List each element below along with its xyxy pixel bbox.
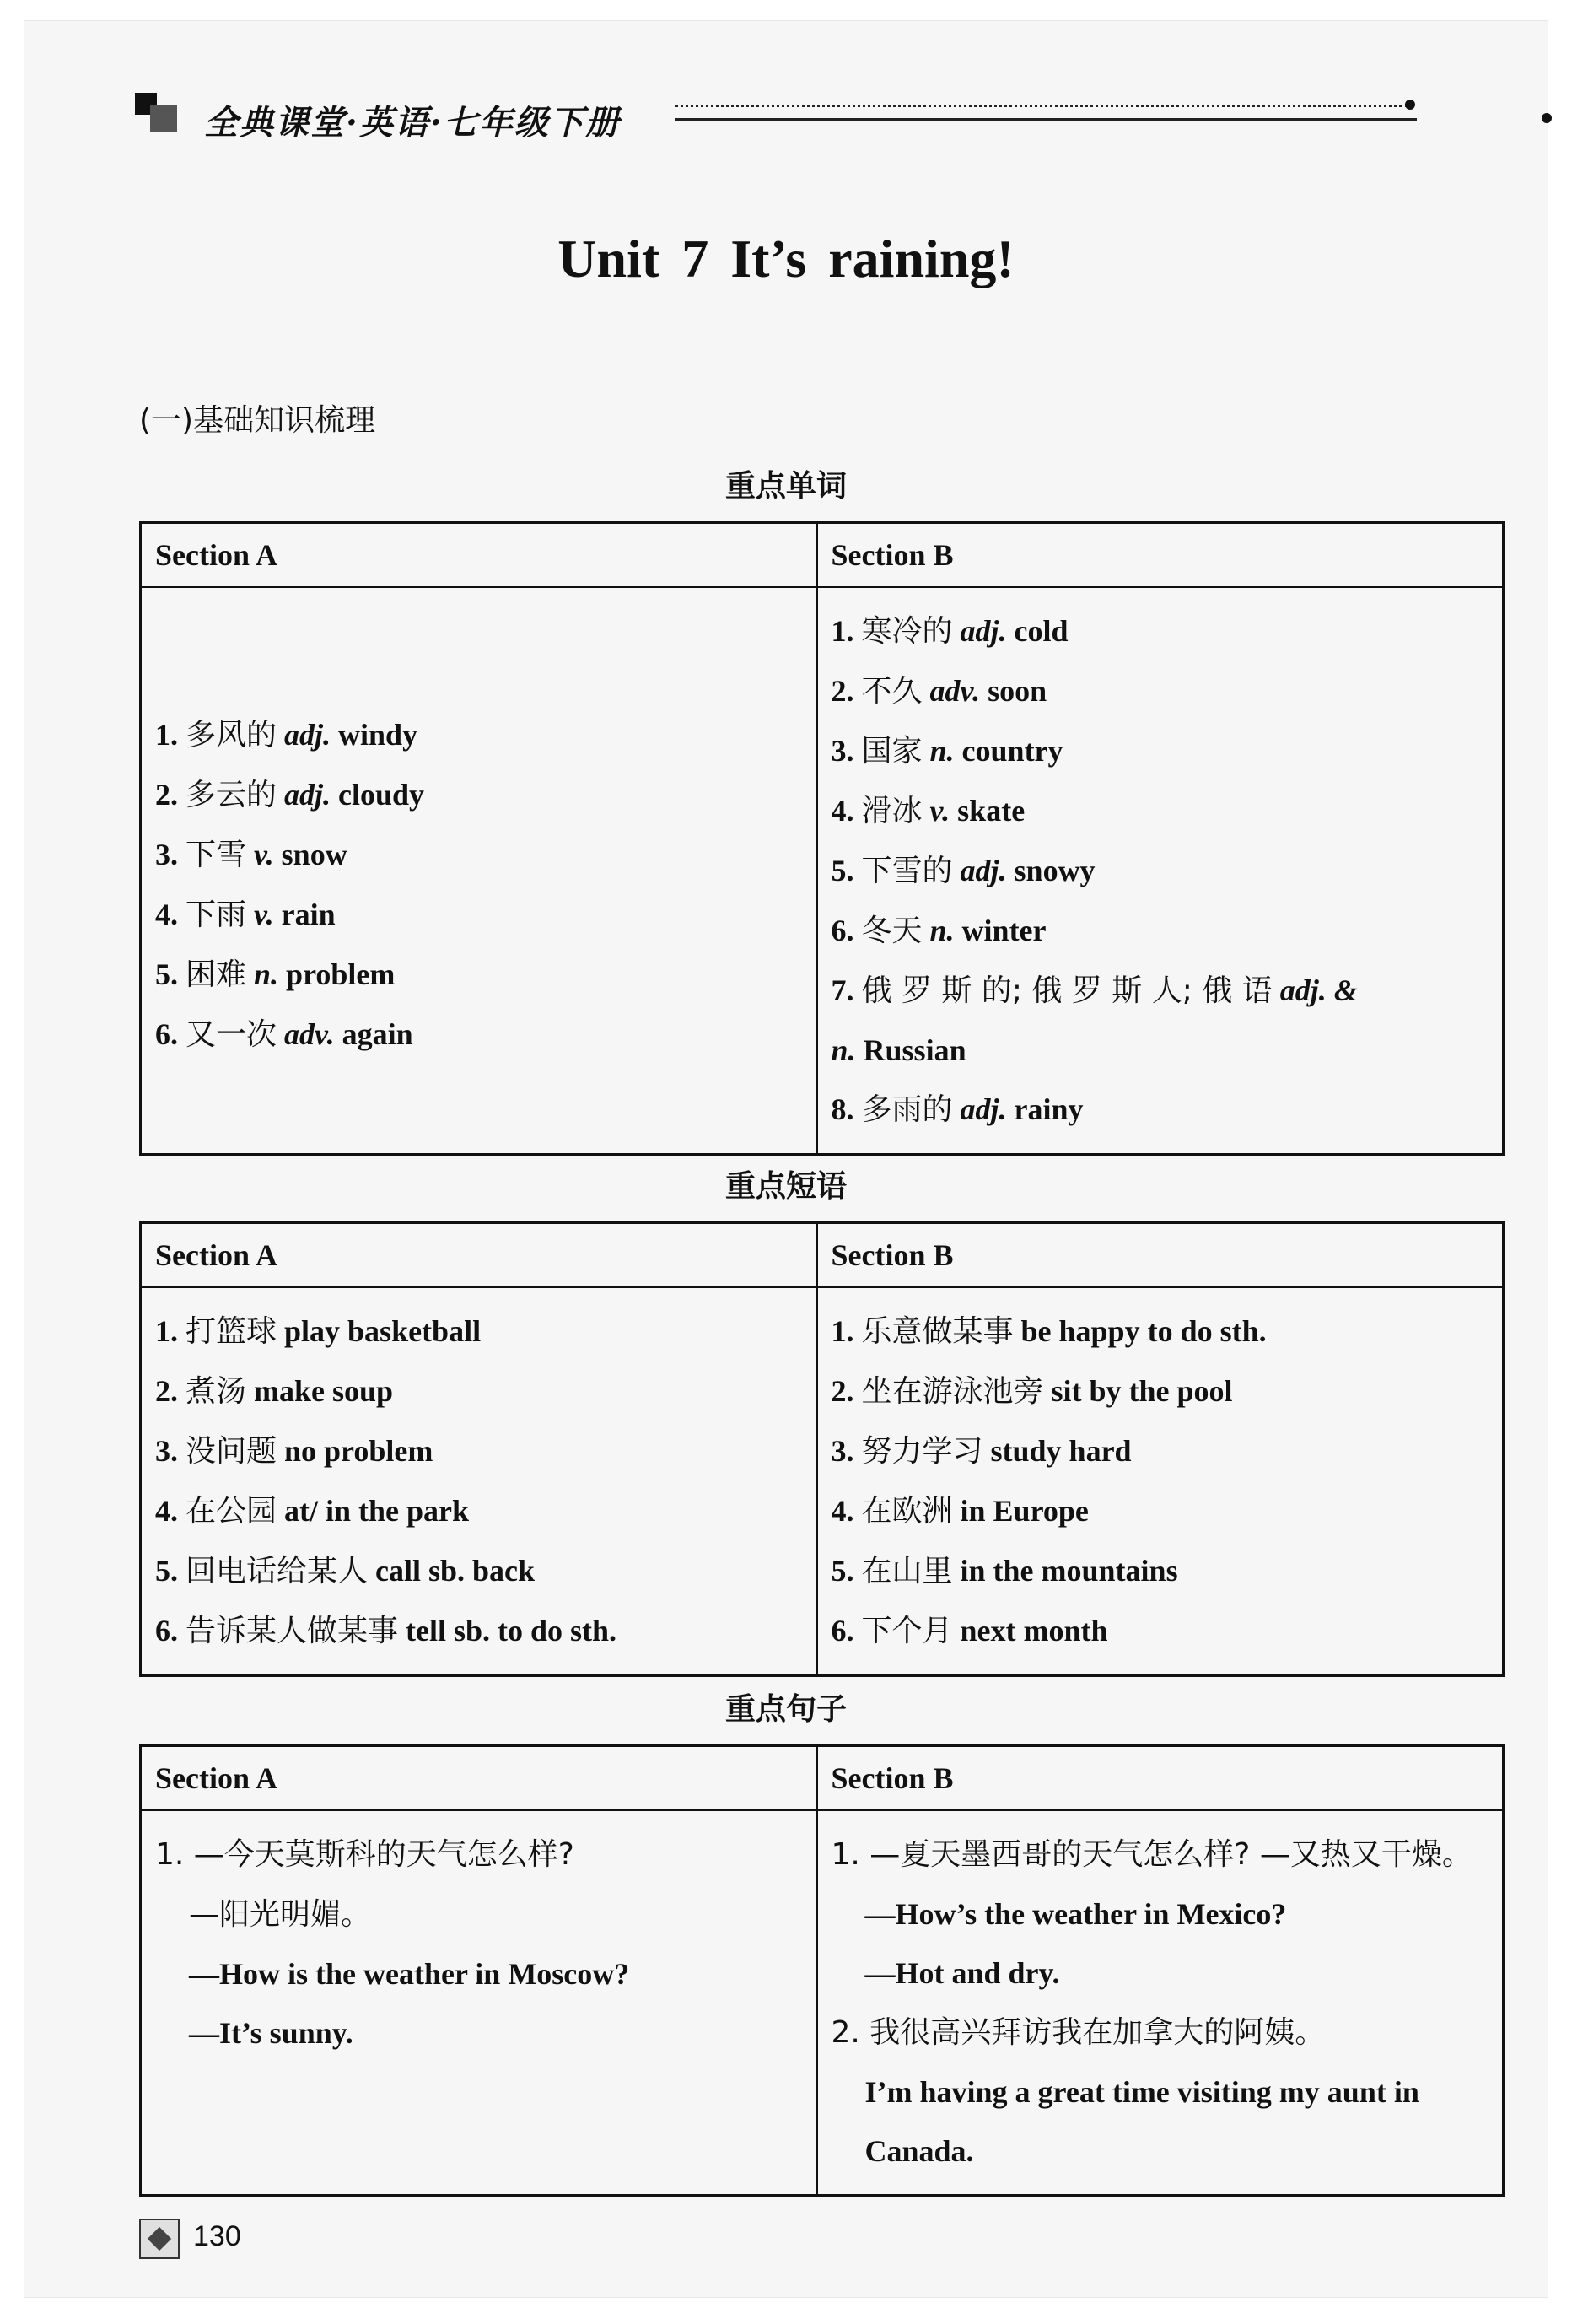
phrase-item [832,1362,1489,1421]
phrase-item [155,1541,803,1601]
item-number: 3. [155,838,178,871]
item-chinese: 在山里 [861,1554,953,1588]
vocab-item [155,705,803,765]
item-english: soon [988,674,1047,708]
sentences-col-a-header: Section A [141,1746,817,1811]
item-chinese: 不久 [861,674,923,709]
item-chinese: 多云的 [186,778,277,812]
vocab-item [832,601,1489,661]
item-english: snowy [1014,854,1096,887]
item-chinese: 困难 [186,957,247,992]
sentence-b-line: I’m having a great time visiting my aunt in [864,2075,1419,2109]
header-rule-dot-icon [1405,100,1415,110]
unit-title: Unit 7 It’s raining! [557,229,1015,288]
item-chinese: 多雨的 [861,1092,953,1127]
vocab-item [832,1021,1489,1080]
vocab-col-b-header: Section B [817,523,1504,588]
sentence-a-line: —阳光明媚。 [189,1897,372,1932]
sentence-b-line: —Hot and dry. [864,1956,1060,1990]
header-dotted-rule [675,105,1408,107]
phrase-item [832,1481,1489,1541]
phrase-item [155,1481,803,1541]
vocab-item [832,1080,1489,1140]
phrases-col-b-cell [817,1287,1504,1676]
diamond-icon [148,2227,171,2251]
item-number: 2. [831,674,854,708]
sentence-b-line: Canada. [864,2134,974,2168]
item-chinese: 冬天 [861,914,923,948]
item-number: 6. [155,1017,178,1051]
sentence-a-line: —How is the weather in Moscow? [189,1957,630,1991]
item-part-of-speech: v. [929,794,950,828]
vocab-table [139,521,1505,1156]
item-part-of-speech: n. [254,957,279,991]
item-chinese: 在欧洲 [861,1494,953,1529]
item-number: 4. [155,1494,178,1528]
vocab-item [832,721,1489,781]
phrase-item [832,1421,1489,1481]
item-english: be happy to do sth. [1020,1314,1267,1348]
sentences-table [139,1744,1505,2197]
sentences-col-b-header: Section B [817,1746,1504,1811]
item-number: 1. [155,1314,178,1348]
item-chinese: 国家 [861,734,923,768]
phrases-col-a-header: Section A [141,1223,817,1288]
item-number: 3. [831,1434,854,1468]
item-english: tell sb. to do sth. [406,1614,617,1647]
item-number: 2. [155,778,178,812]
item-english: sit by the pool [1051,1374,1233,1408]
item-part-of-speech: adv. [929,674,981,708]
item-chinese: 又一次 [186,1017,277,1052]
item-english: Russian [863,1033,966,1067]
item-number: 1. [155,718,178,752]
item-number: 7. [831,973,854,1007]
vocab-item [155,825,803,885]
item-part-of-speech: adj. [960,1092,1007,1126]
item-english: next month [960,1614,1108,1647]
item-chinese: 回电话给某人 [186,1554,369,1588]
phrase-item [155,1362,803,1421]
part-label: (一)基础知识梳理 [139,403,376,438]
phrase-item [832,1601,1489,1661]
item-part-of-speech: v. [254,898,274,931]
item-english: windy [338,718,418,752]
vocab-col-a-cell [141,587,817,1155]
phrase-item [155,1302,803,1362]
phrase-item [155,1601,803,1661]
phrase-item [832,1541,1489,1601]
sentences-col-a-cell [141,1810,817,2196]
item-part-of-speech: n. [929,914,955,947]
item-number: 5. [831,854,854,887]
item-part-of-speech: adj. [284,778,331,812]
sentences-col-b-cell [817,1810,1504,2196]
vocab-item [155,765,803,825]
vocab-heading: 重点单词 [724,469,847,504]
vocab-item [832,661,1489,721]
item-chinese: 俄 罗 斯 的; 俄 罗 斯 人; 俄 语 [861,973,1273,1008]
item-english: cold [1014,614,1069,648]
vocab-col-a-header: Section A [141,523,817,588]
header-rule-end-dot-icon [1542,113,1552,123]
item-english: in Europe [960,1494,1089,1528]
page-number: 130 [193,2220,241,2252]
vocab-item [155,885,803,945]
item-chinese: 煮汤 [186,1374,247,1409]
item-english: study hard [990,1434,1132,1468]
item-number: 1. [831,1314,854,1348]
sentence-b-line: 1. —夏天墨西哥的天气怎么样? —又热又干燥。 [831,1837,1472,1872]
item-number: 2. [831,1374,854,1408]
phrases-table [139,1221,1505,1677]
item-english: at/ in the park [284,1494,470,1528]
vocab-col-b-cell [817,587,1504,1155]
item-chinese: 乐意做某事 [861,1314,1014,1349]
vocab-item [155,1005,803,1065]
item-english: call sb. back [375,1554,536,1588]
running-header [135,93,1434,143]
header-title: 全典课堂·英语·七年级下册 [204,103,621,143]
vocab-a-list [155,705,803,1065]
item-english: snow [281,838,347,871]
item-part-of-speech: adj. [960,854,1007,887]
item-number: 5. [831,1554,854,1588]
sentences-heading: 重点句子 [724,1692,847,1727]
header-mark-shadow-icon [150,105,177,132]
item-chinese: 寒冷的 [861,614,953,649]
item-number: 5. [155,957,178,991]
phrase-item [155,1421,803,1481]
sentence-b-line: 2. 我很高兴拜访我在加拿大的阿姨。 [831,2015,1326,2050]
vocab-b-list [832,601,1489,1140]
phrases-b-list [832,1302,1489,1661]
item-number: 2. [155,1374,178,1408]
item-chinese: 打篮球 [186,1314,277,1349]
item-part-of-speech: v. [254,838,274,871]
item-part-of-speech: n. [929,734,955,768]
item-chinese: 下雪的 [861,854,953,888]
sentence-a-line: —It’s sunny. [189,2016,353,2050]
item-chinese: 努力学习 [861,1434,983,1469]
vocab-item [832,841,1489,901]
phrases-heading: 重点短语 [724,1169,847,1204]
item-part-of-speech: adj. [960,614,1007,648]
item-chinese: 没问题 [186,1434,277,1469]
item-english: rain [281,898,336,931]
vocab-item [832,961,1489,1021]
item-number: 3. [155,1434,178,1468]
item-number: 6. [831,1614,854,1647]
item-english: no problem [284,1434,433,1468]
item-chinese: 告诉某人做某事 [186,1614,399,1648]
item-english: problem [286,957,396,991]
sentence-a-line: 1. —今天莫斯科的天气怎么样? [155,1837,574,1872]
vocab-item [155,945,803,1005]
item-chinese: 下雨 [186,898,247,932]
item-english: make soup [254,1374,394,1408]
item-number: 4. [831,1494,854,1528]
item-english: in the mountains [960,1554,1178,1588]
item-part-of-speech: adj. [284,718,331,752]
item-english: play basketball [284,1314,482,1348]
item-english: country [961,734,1063,768]
item-number: 6. [155,1614,178,1647]
phrases-a-list [155,1302,803,1661]
item-number: 6. [831,914,854,947]
item-chinese: 滑冰 [861,794,923,828]
item-english: rainy [1014,1092,1084,1126]
vocab-item [832,901,1489,961]
phrase-item [832,1302,1489,1362]
item-chinese: 下雪 [186,838,247,872]
item-part-of-speech: adj. & [1279,973,1358,1007]
item-number: 8. [831,1092,854,1126]
item-number: 1. [831,614,854,648]
phrases-col-a-cell [141,1287,817,1676]
page-number-badge [139,2219,180,2259]
item-chinese: 下个月 [861,1614,953,1648]
item-english: again [342,1017,413,1051]
phrases-col-b-header: Section B [817,1223,1504,1288]
item-number: 5. [155,1554,178,1588]
item-number: 4. [155,898,178,931]
header-solid-rule [675,118,1417,121]
sentence-b-line: —How’s the weather in Mexico? [864,1897,1287,1931]
item-number: 3. [831,734,854,768]
item-english: winter [961,914,1047,947]
item-part-of-speech: adv. [284,1017,335,1051]
item-english: cloudy [338,778,425,812]
item-chinese: 多风的 [186,718,277,752]
vocab-item [832,781,1489,841]
item-chinese: 在公园 [186,1494,277,1529]
item-part-of-speech: n. [831,1033,856,1067]
item-english: skate [957,794,1026,828]
item-chinese: 坐在游泳池旁 [861,1374,1044,1409]
item-number: 4. [831,794,854,828]
